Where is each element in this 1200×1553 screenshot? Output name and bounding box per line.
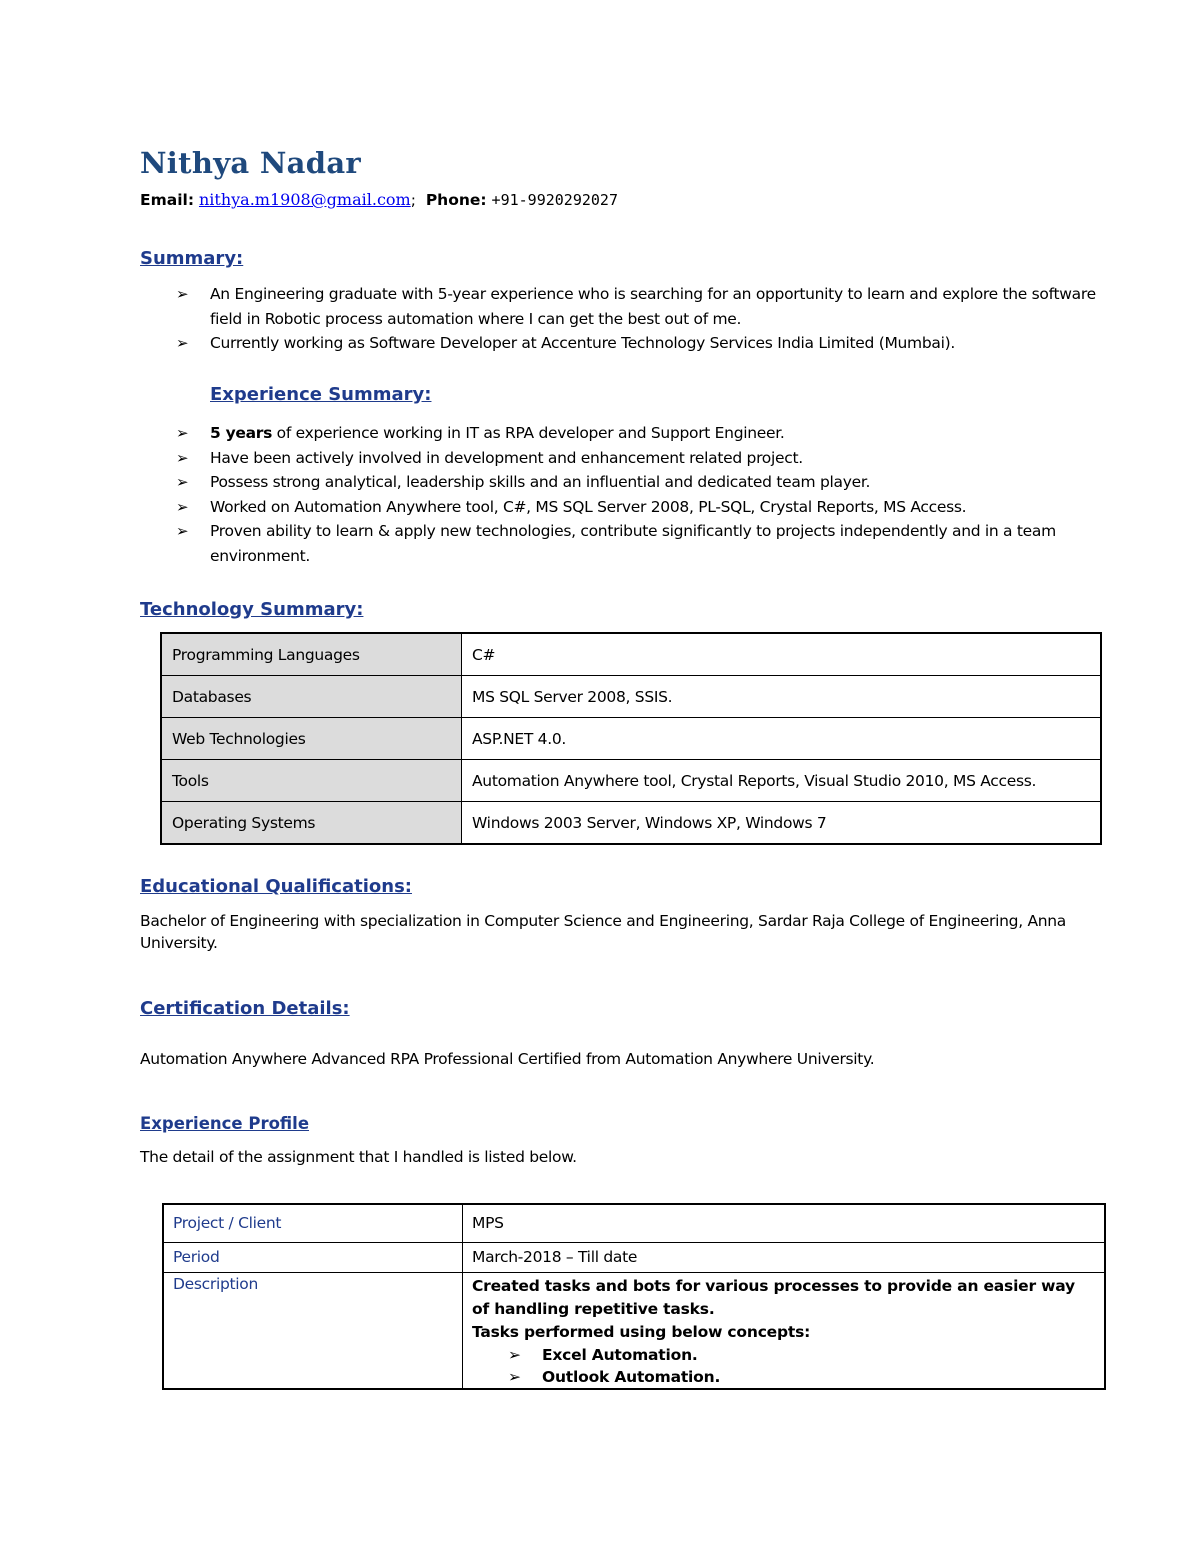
tech-value: Automation Anywhere tool, Crystal Reports, Visual Studio 2010, MS Access. [462, 760, 1102, 802]
bullet-arrow-icon: ➢ [508, 1345, 521, 1364]
summary-list [140, 282, 1100, 356]
education-text: Bachelor of Engineering with specialization in Computer Science and Engineering, Sardar Raja College of Engineering, Anna University. [140, 912, 1067, 952]
experience-table [162, 1203, 1106, 1390]
tech-value: ASP.NET 4.0. [462, 718, 1102, 760]
list-item: ➢ Currently working as Software Developer at Accenture Technology Services India Limited (Mumbai). [140, 331, 1100, 356]
phone-value: +91-9920292027 [491, 191, 618, 209]
email-label: Email: [140, 191, 195, 209]
experience-profile-intro: The detail of the assignment that I handled is listed below. [140, 1148, 577, 1166]
description-text: Created tasks and bots for various processes to provide an easier way of handling repetitive tasks. [472, 1276, 1075, 1318]
list-item: ➢ Excel Automation. [508, 1345, 698, 1364]
list-item: ➢ Proven ability to learn & apply new technologies, contribute significantly to projects independently and in a team environment. [140, 519, 1100, 568]
tech-key: Databases [161, 676, 462, 718]
project-value: MPS [463, 1204, 1106, 1242]
email-link[interactable]: nithya.m1908@gmail.com [198, 190, 411, 209]
bullet-arrow-icon: ➢ [176, 473, 189, 491]
tech-key: Web Technologies [161, 718, 462, 760]
list-item: ➢ 5 years of experience working in IT as RPA developer and Support Engineer. [140, 421, 1100, 446]
list-item: ➢ Outlook Automation. [508, 1367, 721, 1386]
phone-label: Phone: [425, 191, 487, 209]
certification-heading: Certification Details: [140, 998, 350, 1019]
experience-summary-list [140, 421, 1100, 568]
table-row [163, 1272, 1105, 1389]
project-label: Project / Client [163, 1204, 463, 1242]
tech-value: Windows 2003 Server, Windows XP, Windows 7 [462, 802, 1102, 845]
summary-heading: Summary: [140, 248, 244, 269]
tech-value: C# [462, 633, 1102, 676]
technology-table [160, 632, 1102, 845]
bullet-arrow-icon: ➢ [176, 497, 189, 516]
bullet-arrow-icon: ➢ [176, 334, 189, 352]
tech-key: Tools [161, 760, 462, 802]
table-row [161, 676, 1101, 718]
list-item: ➢ Possess strong analytical, leadership skills and an influential and dedicated team player. [140, 470, 1100, 495]
tech-key: Operating Systems [161, 802, 462, 845]
experience-summary-heading: Experience Summary: [210, 384, 432, 405]
list-item: ➢ Worked on Automation Anywhere tool, C#, MS SQL Server 2008, PL-SQL, Crystal Reports, MS Access. [140, 495, 1100, 520]
description-cell [463, 1272, 1106, 1389]
description-subtitle: Tasks performed using below concepts: [472, 1322, 811, 1341]
table-row [163, 1242, 1105, 1272]
technology-summary-heading: Technology Summary: [140, 599, 364, 620]
description-label: Description [163, 1272, 463, 1389]
period-value: March-2018 – Till date [463, 1242, 1106, 1272]
table-row [163, 1204, 1105, 1242]
bullet-arrow-icon: ➢ [176, 448, 189, 467]
experience-profile-heading: Experience Profile [140, 1114, 310, 1133]
candidate-name: Nithya Nadar [140, 146, 361, 180]
period-label: Period [163, 1242, 463, 1272]
table-row [161, 718, 1101, 760]
bullet-arrow-icon: ➢ [176, 424, 189, 442]
bullet-arrow-icon: ➢ [176, 522, 189, 540]
contact-separator: ; [410, 191, 416, 209]
table-row [161, 633, 1101, 676]
tech-value: MS SQL Server 2008, SSIS. [462, 676, 1102, 718]
list-item: ➢ Have been actively involved in development and enhancement related project. [140, 446, 1100, 471]
list-item: ➢ An Engineering graduate with 5-year experience who is searching for an opportunity to learn and explore the software field in Robotic process automation where I can get the best out of me. [140, 282, 1100, 331]
tech-key: Programming Languages [161, 633, 462, 676]
certification-text: Automation Anywhere Advanced RPA Professional Certified from Automation Anywhere University. [140, 1050, 875, 1068]
table-row [161, 760, 1101, 802]
bullet-arrow-icon: ➢ [176, 285, 189, 303]
contact-line [140, 190, 618, 209]
education-heading: Educational Qualifications: [140, 876, 412, 897]
table-row [161, 802, 1101, 845]
bullet-arrow-icon: ➢ [508, 1367, 521, 1386]
